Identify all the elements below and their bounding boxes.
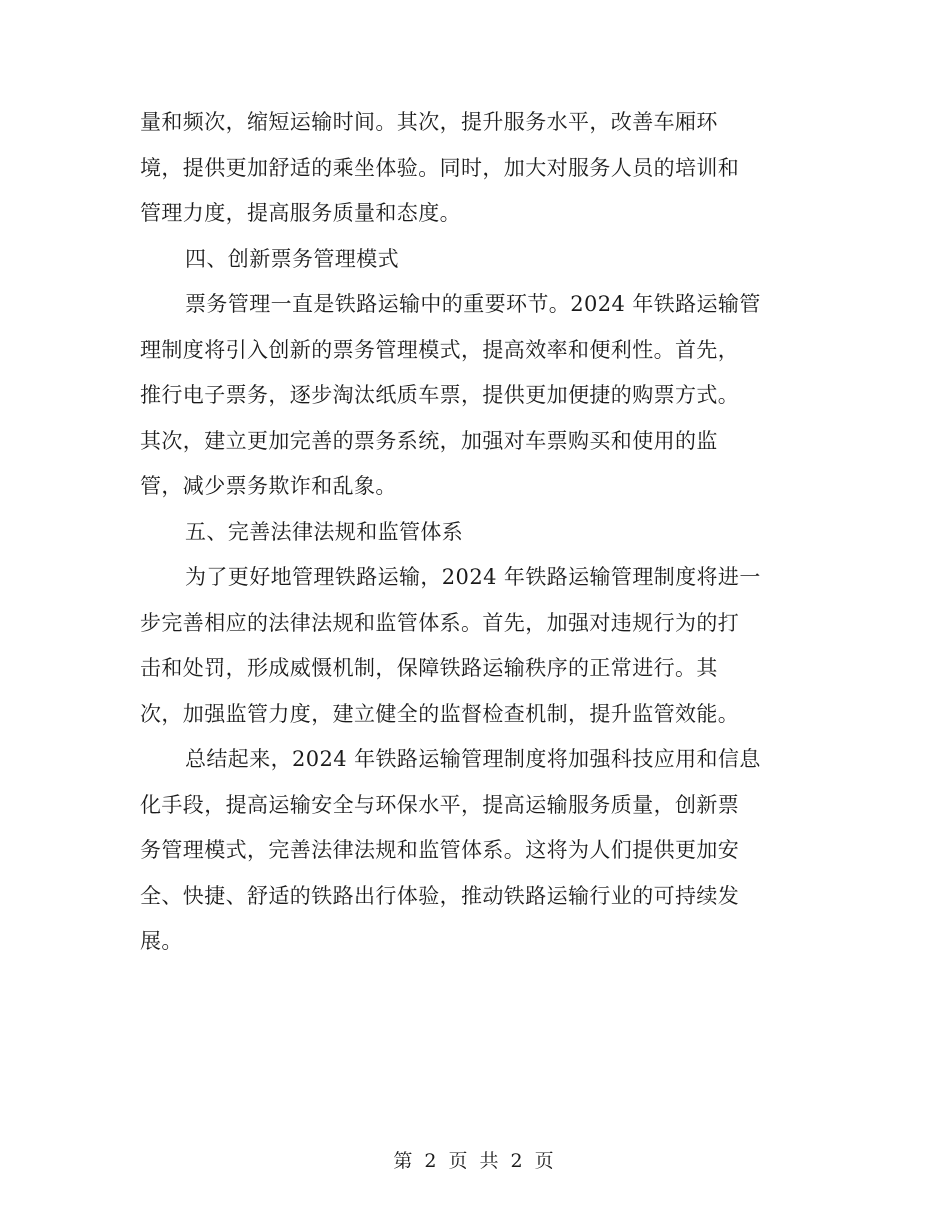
text-line: 量和频次，缩短运输时间。其次，提升服务水平，改善车厢环 [140,110,718,134]
document-body [140,100,800,965]
text-line: 次，加强监管力度，建立健全的监督检查机制，提升监管效能。 [140,701,740,726]
section-heading: 五、完善法律法规和监管体系 [185,519,464,544]
text-line: 全、快捷、舒适的铁路出行体验，推动铁路运输行业的可持续发 [140,883,740,908]
section-heading: 四、创新票务管理模式 [185,246,399,271]
text-line: 票务管理一直是铁路运输中的重要环节。2024 年铁路运输管 [185,292,761,316]
text-line: 击和处罚，形成威慑机制，保障铁路运输秩序的正常进行。其 [140,656,718,680]
text-line: 步完善相应的法律法规和监管体系。首先，加强对违规行为的打 [140,610,740,635]
text-line: 管，减少票务欺诈和乱象。 [140,474,397,498]
text-line: 推行电子票务，逐步淘汰纸质车票，提供更加便捷的购票方式。 [140,383,740,407]
text-line: 化手段，提高运输安全与环保水平，提高运输服务质量，创新票 [140,792,740,817]
text-line: 理制度将引入创新的票务管理模式，提高效率和便利性。首先， [140,337,740,362]
text-line: 其次，建立更加完善的票务系统，加强对车票购买和使用的监 [140,428,718,453]
text-line: 境，提供更加舒适的乘坐体验。同时，加大对服务人员的培训和 [140,155,740,180]
page-number-footer: 第 2 页 共 2 页 [393,1150,557,1172]
text-line: 为了更好地管理铁路运输，2024 年铁路运输管理制度将进一 [185,565,761,589]
text-line: 务管理模式，完善法律法规和监管体系。这将为人们提供更加安 [140,838,740,862]
text-line: 管理力度，提高服务质量和态度。 [140,201,461,225]
text-line: 展。 [140,929,183,953]
text-line: 总结起来，2024 年铁路运输管理制度将加强科技应用和信息 [185,747,761,771]
